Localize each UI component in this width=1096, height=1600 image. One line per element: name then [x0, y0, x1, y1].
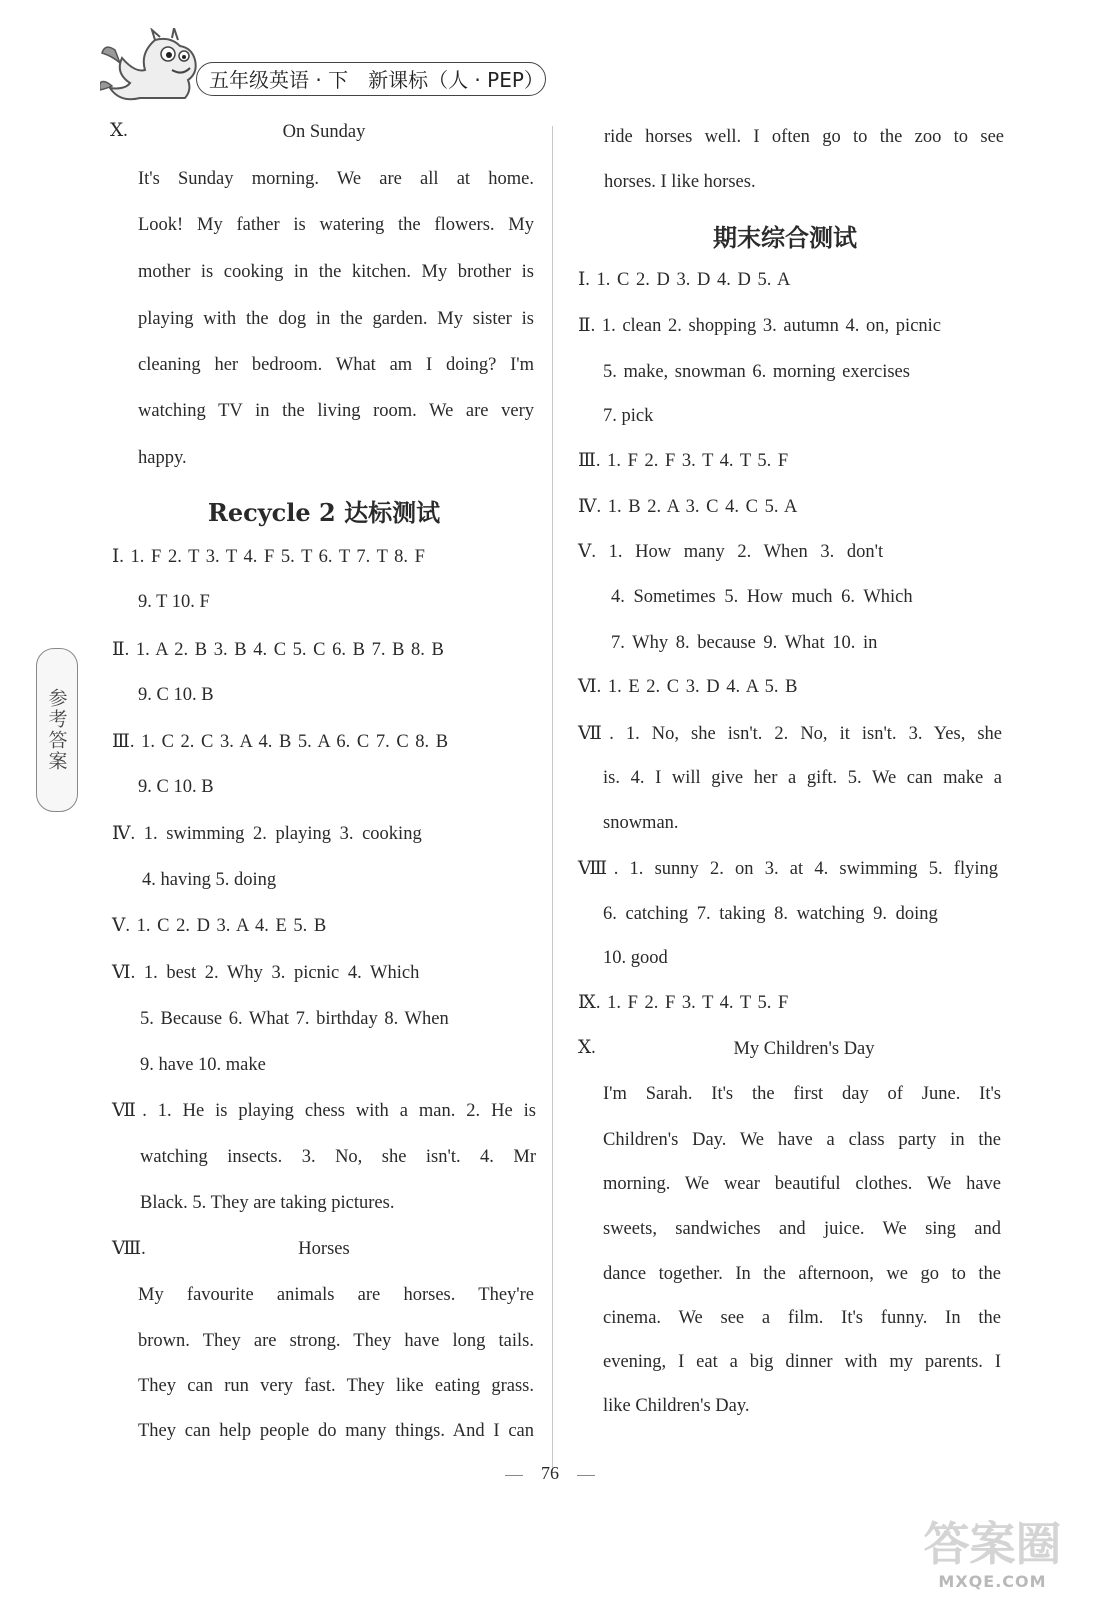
answer-line: Ⅵ. 1. best 2. Why 3. picnic 4. Which	[112, 963, 420, 983]
answer-line: Ⅲ. 1. F 2. F 3. T 4. T 5. F	[578, 451, 789, 471]
page-number: 76	[505, 1463, 595, 1484]
essay-line: mother is cooking in the kitchen. My brother is	[138, 262, 534, 282]
answer-line: Ⅴ. 1. C 2. D 3. A 4. E 5. B	[112, 916, 327, 936]
header-title: 五年级英语 · 下 新课标（人 · PEP）	[196, 62, 546, 96]
page-header	[100, 28, 560, 108]
answer-line: Ⅲ. 1. C 2. C 3. A 4. B 5. A 6. C 7. C 8. B	[112, 732, 449, 752]
answer-line: Ⅸ. 1. F 2. F 3. T 4. T 5. F	[578, 993, 789, 1013]
answer-line: Ⅳ. 1. swimming 2. playing 3. cooking	[112, 824, 422, 844]
essay-line: playing with the dog in the garden. My sister is	[138, 309, 534, 329]
answer-line: Ⅶ. 1. He is playing chess with a man. 2. He is	[112, 1101, 536, 1121]
essay-title: Horses	[298, 1239, 350, 1259]
answer-line: Ⅳ. 1. B 2. A 3. C 4. C 5. A	[578, 497, 798, 517]
essay-line: It's Sunday morning. We are all at home.	[138, 169, 534, 189]
essay-line: morning. We wear beautiful clothes. We have	[603, 1174, 1001, 1194]
watermark-logo	[900, 1508, 1085, 1593]
section-title: 期末综合测试	[713, 223, 857, 252]
section-heading: Ⅹ.	[110, 121, 128, 141]
answer-line: Black. 5. They are taking pictures.	[140, 1193, 395, 1213]
answer-line: Ⅷ. 1. sunny 2. on 3. at 4. swimming 5. flying	[578, 859, 998, 879]
essay-line: I'm Sarah. It's the first day of June. It's	[603, 1084, 1001, 1104]
essay-line: Children's Day. We have a class party in the	[603, 1130, 1001, 1150]
answer-line: Ⅱ. 1. A 2. B 3. B 4. C 5. C 6. B 7. B 8. B	[112, 640, 444, 660]
section-heading: Ⅷ.	[112, 1239, 146, 1259]
answer-line: Ⅰ. 1. C 2. D 3. D 4. D 5. A	[578, 270, 791, 290]
answer-line: 9. have 10. make	[140, 1055, 266, 1075]
watermark-main: 答案圈	[923, 1517, 1062, 1571]
essay-line: sweets, sandwiches and juice. We sing and	[603, 1219, 1001, 1239]
answer-line: Ⅱ. 1. clean 2. shopping 3. autumn 4. on, picnic	[578, 316, 942, 336]
essay-line: happy.	[138, 448, 187, 468]
column-divider	[552, 126, 553, 1471]
essay-line: They can help people do many things. And I can	[138, 1421, 534, 1441]
answer-line: 5. make, snowman 6. morning exercises	[603, 362, 910, 382]
essay-line: cleaning her bedroom. What am I doing? I'm	[138, 355, 534, 375]
answer-line: 5. Because 6. What 7. birthday 8. When	[140, 1009, 449, 1029]
essay-title: On Sunday	[282, 122, 366, 142]
answer-line: Ⅵ. 1. E 2. C 3. D 4. A 5. B	[578, 677, 798, 697]
essay-line: like Children's Day.	[603, 1396, 750, 1416]
dragon-mascot-icon	[100, 28, 210, 108]
essay-line: Look! My father is watering the flowers. My	[138, 215, 534, 235]
essay-line: cinema. We see a film. It's funny. In the	[603, 1308, 1001, 1328]
answer-line: 4. Sometimes 5. How much 6. Which	[611, 587, 913, 607]
answer-line: Ⅶ. 1. No, she isn't. 2. No, it isn't. 3. Yes, she	[578, 724, 1002, 744]
section-title: Recycle 2 达标测试	[207, 498, 441, 527]
answer-line: 7. Why 8. because 9. What 10. in	[611, 633, 878, 653]
essay-title: My Children's Day	[733, 1039, 875, 1059]
essay-line: evening, I eat a big dinner with my parents. I	[603, 1352, 1001, 1372]
answer-line: 9. C 10. B	[138, 685, 214, 705]
essay-line: dance together. In the afternoon, we go to the	[603, 1264, 1001, 1284]
answer-line: 7. pick	[603, 406, 654, 426]
answer-line: watching insects. 3. No, she isn't. 4. Mr	[140, 1147, 536, 1167]
answer-line: is. 4. I will give her a gift. 5. We can make a	[603, 768, 1002, 788]
essay-line: brown. They are strong. They have long tails.	[138, 1331, 534, 1351]
watermark-url: MXQE.COM	[938, 1572, 1047, 1591]
side-tab	[36, 648, 78, 812]
answer-line: 9. C 10. B	[138, 777, 214, 797]
essay-line: ride horses well. I often go to the zoo to see	[604, 127, 1004, 147]
essay-line: My favourite animals are horses. They're	[138, 1285, 534, 1305]
essay-line: watching TV in the living room. We are very	[138, 401, 534, 421]
side-tab-label: 参考答案	[45, 688, 68, 772]
answer-line: 4. having 5. doing	[142, 870, 277, 890]
essay-line: horses. I like horses.	[604, 172, 756, 192]
answer-line: snowman.	[603, 813, 679, 833]
essay-line: They can run very fast. They like eating grass.	[138, 1376, 534, 1396]
answer-line: Ⅴ. 1. How many 2. When 3. don't	[578, 542, 884, 562]
answer-line: 10. good	[603, 948, 668, 968]
section-heading: Ⅹ.	[578, 1038, 596, 1058]
answer-line: 6. catching 7. taking 8. watching 9. doing	[603, 904, 938, 924]
answer-line: 9. T 10. F	[138, 592, 210, 612]
answer-line: Ⅰ. 1. F 2. T 3. T 4. F 5. T 6. T 7. T 8. F	[112, 547, 425, 567]
